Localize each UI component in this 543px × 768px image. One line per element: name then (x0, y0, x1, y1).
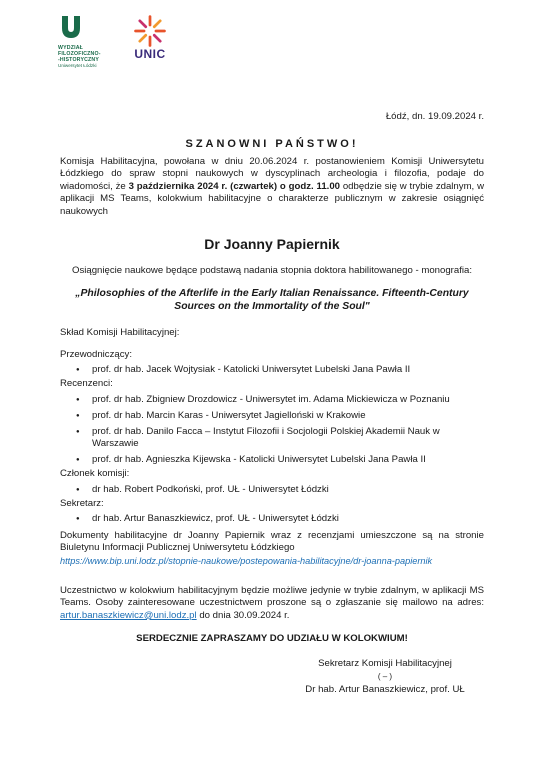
monograph-title: „Philosophies of the Afterlife in the Early Italian Renaissance. Fifteenth-Century Sources on the Immortality of the Soul" (75, 288, 469, 312)
intro-date-bold: 3 października 2024 r. (czwartek) o godz. 11.00 (128, 180, 340, 192)
member-list (60, 484, 484, 496)
faculty-logo-line1: WYDZIAŁ (58, 45, 84, 51)
secretary-label: Sekretarz: (60, 497, 104, 509)
documents-paragraph (60, 530, 484, 567)
reviewers-list (60, 394, 484, 467)
unic-sun-icon (133, 14, 167, 48)
documents-text: Dokumenty habilitacyjne dr Joanny Papiernik wraz z recenzjami umieszczone są na stronie Biuletynu Informacji Publicznej Uniwersytetu Łódzkiego (60, 530, 484, 554)
faculty-logo-line4: Uniwersytet Łódzki (58, 63, 97, 68)
list-item: ● prof. dr hab. Marcin Karas - Uniwersytet Jagielloński w Krakowie (60, 410, 484, 422)
signature-block (290, 657, 480, 697)
faculty-logo-line3: -HISTORYCZNY (58, 57, 100, 63)
documents-link[interactable]: https://www.bip.uni.lodz.pl/stopnie-naukowe/postepowania-habilitacyjne/dr-joanna-papiernik (60, 555, 433, 566)
chair-label: Przewodniczący: (60, 349, 132, 360)
intro-text-1: Komisja Habilitacyjna, powołana w dniu 20.06.2024 r. postanowieniem Komisji Uniwersytetu Łódzkiego do spraw stopni naukowych w dyscyplinach archeologia i filozofia, podaje do wiadomości, że (60, 156, 484, 192)
reviewers-label: Recenzenci: (60, 378, 113, 390)
list-item: ● dr hab. Artur Banaszkiewicz, prof. UŁ - Uniwersytet Łódzki (60, 513, 484, 525)
faculty-u-logo-icon (60, 14, 82, 40)
signature-role: Sekretarz Komisji Habilitacyjnej (318, 658, 452, 669)
participation-text-2: do dnia 30.09.2024 r. (196, 609, 290, 621)
list-item: ● prof. dr hab. Danilo Facca – Instytut Filozofii i Socjologii Polskiej Akademii Nauk w Warszawie (60, 426, 484, 451)
email-link[interactable]: artur.banaszkiewicz@uni.lodz.pl (60, 609, 197, 621)
achievement-intro: Osiągnięcie naukowe będące podstawą nadania stopnia doktora habilitowanego - monografia: (71, 265, 472, 276)
committee-heading: Skład Komisji Habilitacyjnej: (60, 327, 180, 338)
greeting: SZANOWNI PAŃSTWO! (185, 138, 359, 150)
committee-list (60, 349, 484, 529)
list-item: ● prof. dr hab. Agnieszka Kijewska - Katolicki Uniwersytet Lubelski Jana Pawła II (60, 454, 484, 466)
faculty-logo (58, 14, 116, 69)
member-label: Członek komisji: (60, 468, 130, 480)
intro-text-2: odbędzie się w trybie zdalnym, w aplikacji MS Teams, kolokwium habilitacyjne o charakterze publicznym w zakresie osiągnięć naukowych (60, 180, 485, 217)
participation-text-1: Uczestnictwo w kolokwium habilitacyjnym będzie możliwe jedynie w trybie zdalnym, w aplikacji MS Teams. Osoby zainteresowane uczestnictwem proszone są o zgłaszanie się mailowo na adres: (60, 585, 484, 609)
intro-paragraph (60, 156, 484, 218)
list-item: ● dr hab. Robert Podkoński, prof. UŁ - Uniwersytet Łódzki (60, 484, 484, 496)
secretary-list (60, 513, 484, 525)
unic-logo-text: UNIC (134, 47, 166, 61)
list-item: ● prof. dr hab. Jacek Wojtysiak - Katolicki Uniwersytet Lubelski Jana Pawła II (60, 364, 484, 376)
signature-name: Dr hab. Artur Banaszkiewicz, prof. UŁ (305, 684, 465, 696)
invitation: SERDECZNIE ZAPRASZAMY DO UDZIAŁU W KOLOKWIUM! (136, 633, 408, 644)
unic-logo (130, 14, 170, 61)
faculty-logo-line2: FILOZOFICZNO- (58, 51, 101, 57)
candidate-name: Dr Joanny Papiernik (204, 236, 340, 252)
chair-list (60, 364, 484, 376)
participation-paragraph (60, 585, 484, 622)
document-date: Łódź, dn. 19.09.2024 r. (385, 111, 484, 122)
list-item: ● prof. dr hab. Zbigniew Drozdowicz - Uniwersytet im. Adama Mickiewicza w Poznaniu (60, 394, 484, 406)
signature-mark: ( – ) (377, 672, 393, 682)
